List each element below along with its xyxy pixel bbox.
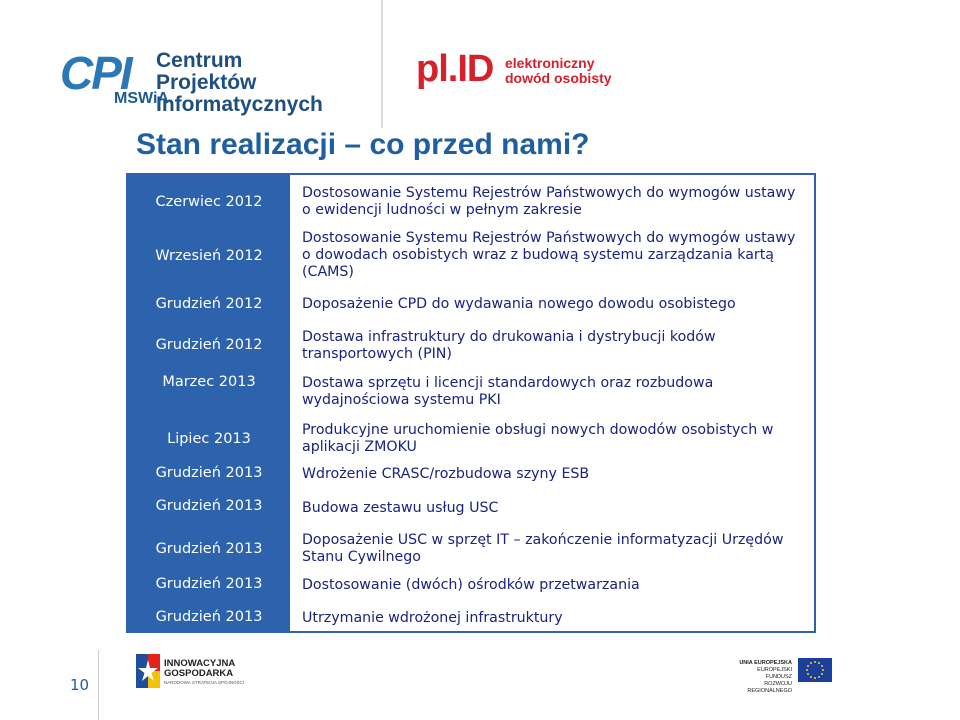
timeline-tasks-column <box>290 175 814 631</box>
cpi-logo-line2: Informatycznych <box>156 93 323 116</box>
ig-small-text: NARODOWA STRATEGIA SPÓJNOŚCI <box>164 680 245 685</box>
eu-logo <box>732 658 842 694</box>
timeline-task: Budowa zestawu usług USC <box>302 500 499 516</box>
timeline-date: Grudzień 2013 <box>155 609 263 625</box>
timeline-date: Wrzesień 2012 <box>155 248 263 264</box>
cpi-logo-sub: MSWiA <box>114 90 169 107</box>
footer-divider <box>98 650 99 720</box>
timeline-task: Produkcyjne uruchomienie obsługi nowych dowodów osobistych w aplikacji ZMOKU <box>302 422 774 455</box>
timeline-date: Marzec 2013 <box>162 374 256 390</box>
cpi-logo-mark: CPI <box>60 47 131 99</box>
eu-flag-icon <box>798 658 832 682</box>
eu-line2: EUROPEJSKI FUNDUSZ <box>757 667 792 680</box>
page-number: 10 <box>70 676 90 694</box>
timeline-date: Grudzień 2013 <box>155 498 263 514</box>
cpi-logo-line1: Centrum Projektów <box>156 49 257 94</box>
timeline-task: Doposażenie USC w sprzęt IT – zakończenie informatyzacji Urzędów Stanu Cywilnego <box>302 532 784 565</box>
timeline-date: Lipiec 2013 <box>167 431 251 447</box>
timeline-table <box>126 173 816 633</box>
eu-line3: ROZWOJU REGIONALNEGO <box>747 681 792 694</box>
timeline-task: Dostosowanie Systemu Rejestrów Państwowych do wymogów ustawy o dowodach osobistych wraz z budową systemu zarządzania kartą (CAMS) <box>302 230 796 280</box>
timeline-date: Grudzień 2013 <box>155 541 263 557</box>
cpi-logo <box>60 44 323 116</box>
timeline-task: Dostawa sprzętu i licencji standardowych oraz rozbudowa wydajnościowa systemu PKI <box>302 375 714 408</box>
cpi-logo-name <box>156 50 323 116</box>
page-title: Stan realizacji – co przed nami? <box>136 128 590 161</box>
innowacyjna-gospodarka-logo <box>136 654 246 690</box>
timeline-date: Grudzień 2012 <box>155 296 263 312</box>
timeline-date: Grudzień 2013 <box>155 465 263 481</box>
ig-text <box>164 659 235 679</box>
timeline-task: Dostawa infrastruktury do drukowania i dystrybucji kodów transportowych (PIN) <box>302 329 716 362</box>
timeline-date: Grudzień 2013 <box>155 576 263 592</box>
plid-logo-mark <box>416 48 493 90</box>
timeline-dates-column <box>128 175 290 631</box>
plid-logo-line2: dowód osobisty <box>505 70 612 86</box>
timeline-date: Grudzień 2012 <box>155 337 263 353</box>
timeline-task: Doposażenie CPD do wydawania nowego dowodu osobistego <box>302 296 736 312</box>
timeline-task: Dostosowanie Systemu Rejestrów Państwowych do wymogów ustawy o ewidencji ludności w pełnym zakresie <box>302 185 796 218</box>
timeline-task: Utrzymanie wdrożonej infrastruktury <box>302 610 563 626</box>
ig-line2: GOSPODARKA <box>164 668 234 679</box>
plid-logo-text <box>505 56 612 86</box>
ig-star-icon <box>136 654 160 688</box>
timeline-task: Dostosowanie (dwóch) ośrodków przetwarzania <box>302 577 640 593</box>
timeline-task: Wdrożenie CRASC/rozbudowa szyny ESB <box>302 466 590 482</box>
eu-line1: UNIA EUROPEJSKA <box>739 660 792 666</box>
ig-line1: INNOWACYJNA <box>164 658 236 669</box>
timeline-date: Czerwiec 2012 <box>155 194 263 210</box>
plid-logo-pl: pl. <box>416 48 458 90</box>
plid-logo-id: ID <box>457 48 494 90</box>
plid-logo <box>416 48 616 98</box>
eu-text <box>732 660 792 695</box>
plid-logo-line1: elektroniczny <box>505 55 595 71</box>
header-divider <box>381 0 383 128</box>
